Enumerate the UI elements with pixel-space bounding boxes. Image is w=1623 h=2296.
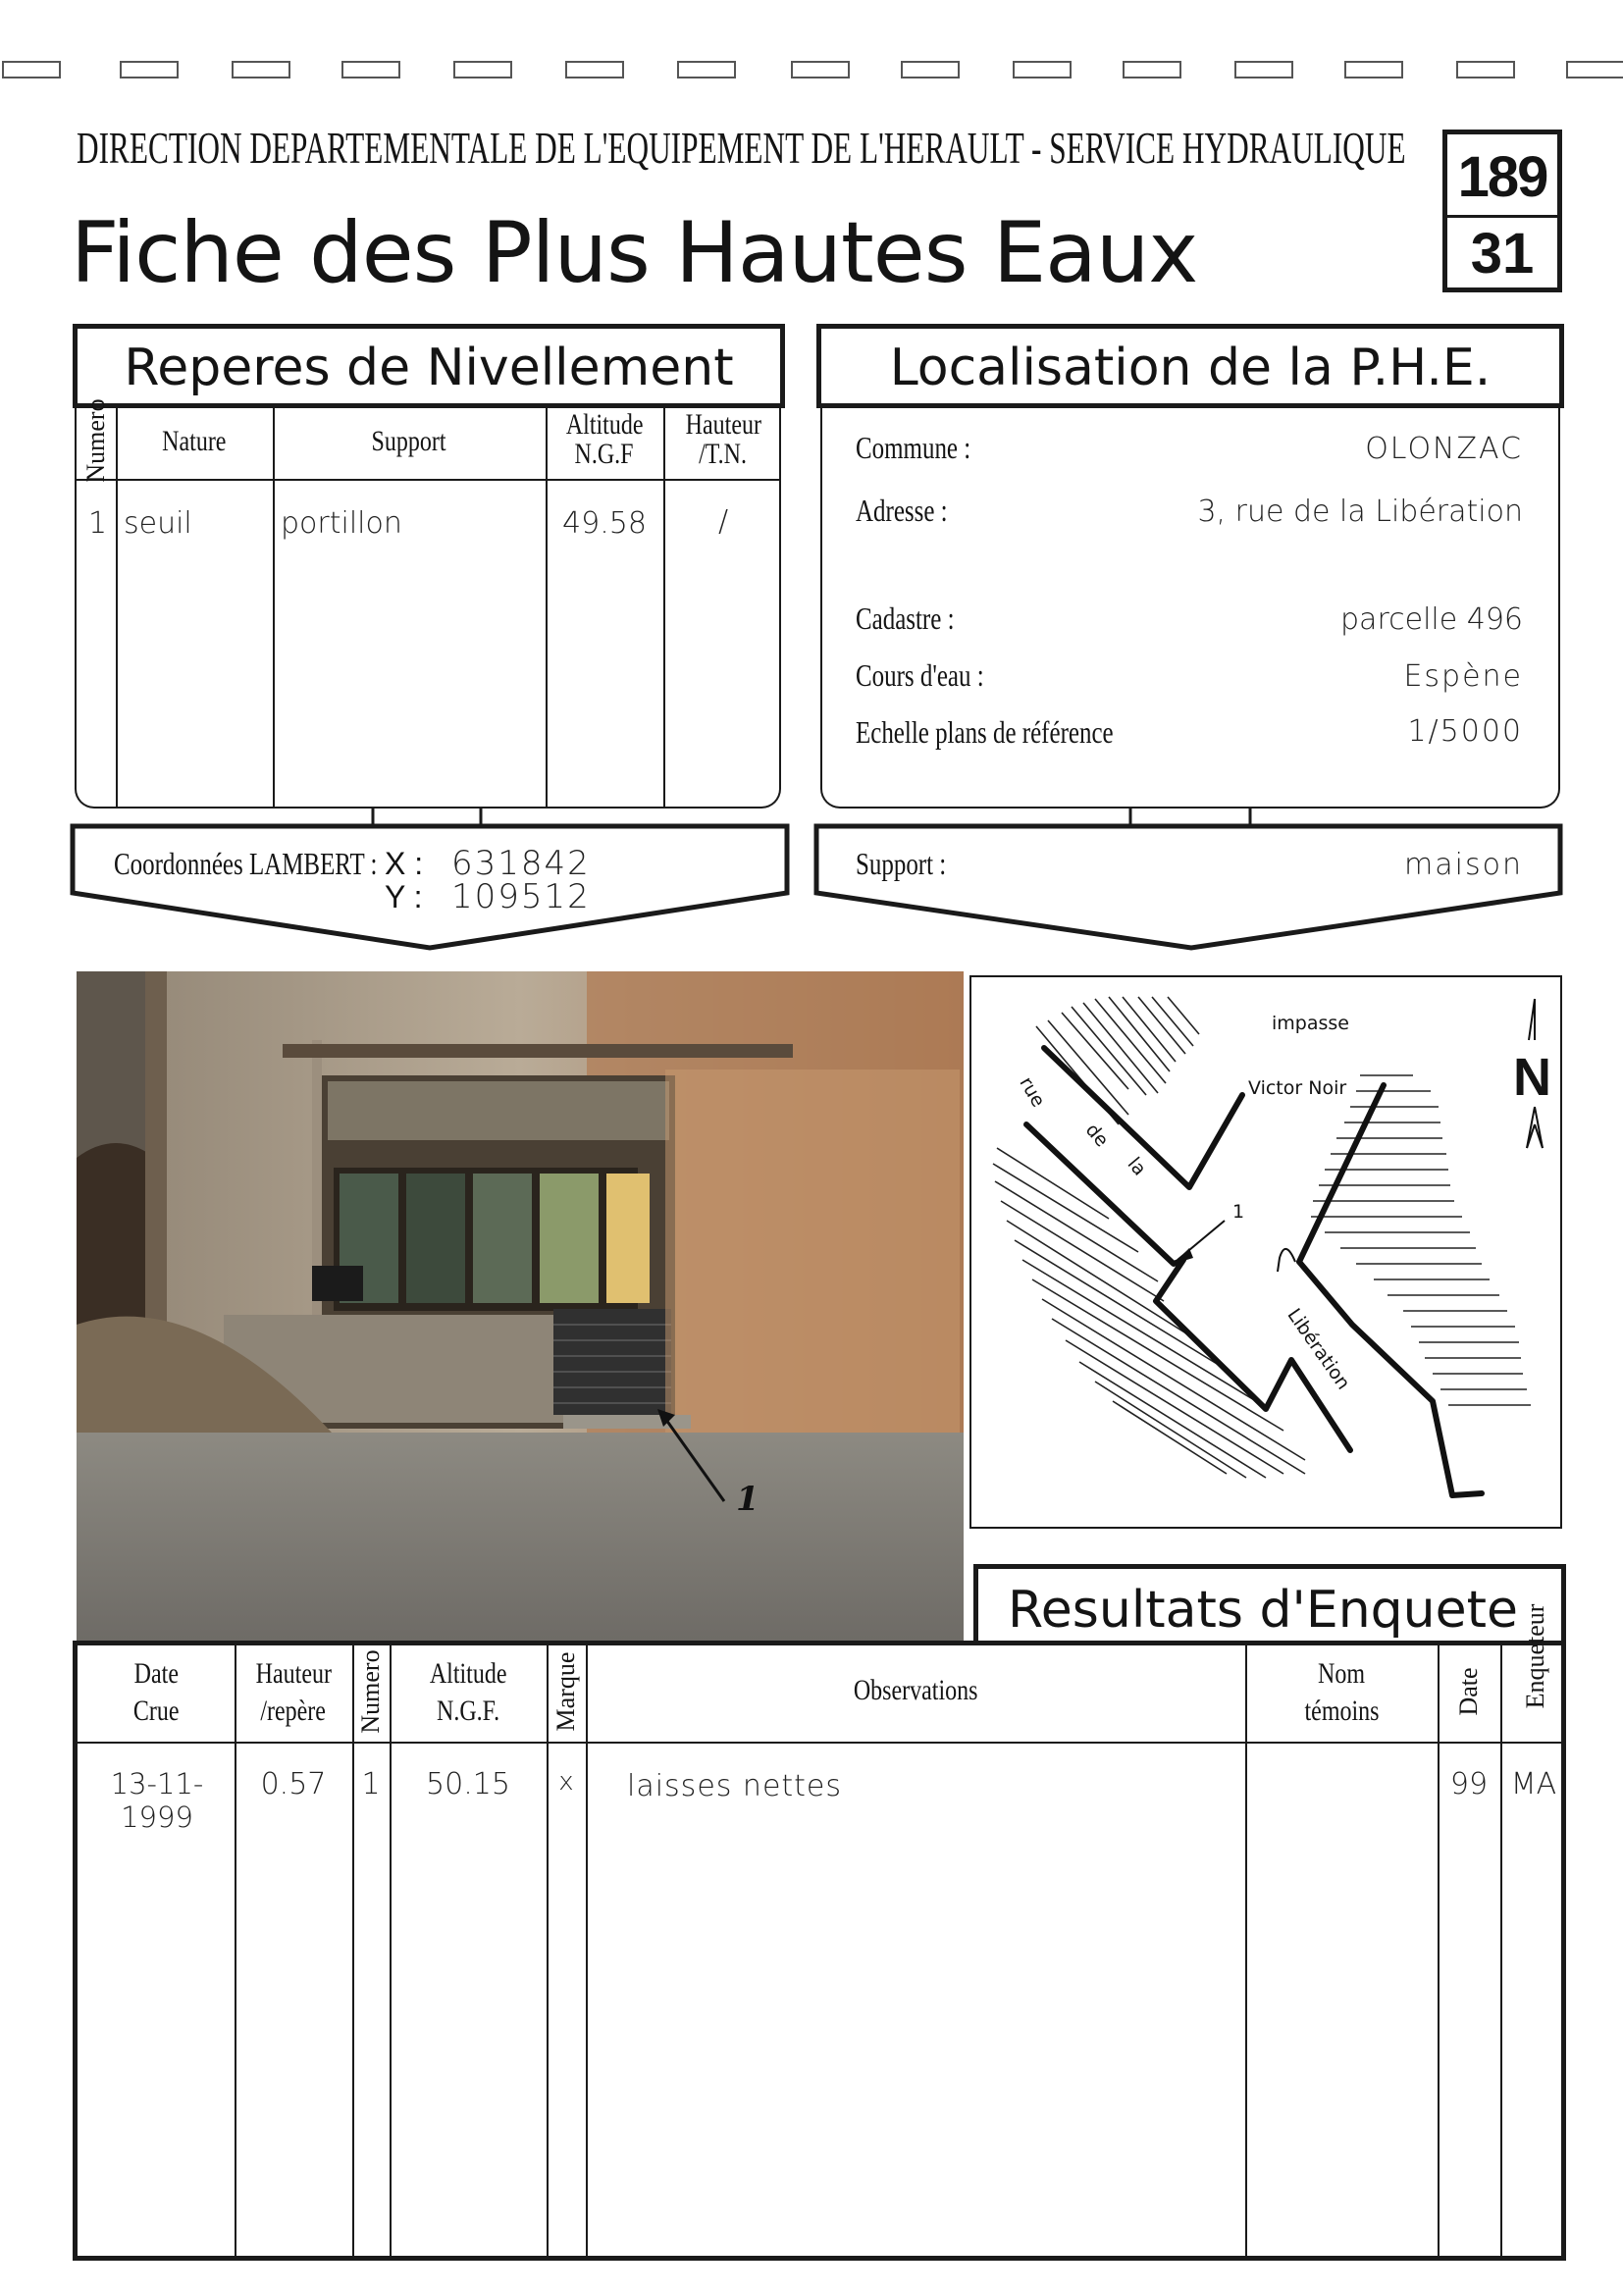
map-marker: 1: [1232, 1201, 1245, 1223]
echelle-label: Echelle plans de référence: [856, 714, 1114, 750]
echelle-value: 1/5000: [1407, 714, 1523, 749]
col-enqueteur: Enqueteur: [1521, 1603, 1549, 1709]
resultats-title-box: [973, 1564, 1566, 1644]
fiche-code-box: [1442, 130, 1562, 292]
photo-marker: 1: [736, 1480, 759, 1519]
localisation-title-box: [816, 324, 1564, 408]
support-label: Support :: [856, 846, 947, 881]
photo-illustration: [77, 971, 964, 1641]
resultat-date-crue: 13-11-1999: [110, 1767, 204, 1834]
coords-x-value: 631842: [451, 844, 591, 883]
reperes-title-box: [73, 324, 785, 408]
col-nature: Nature: [162, 425, 227, 457]
map-label-rue: rue: [1015, 1072, 1050, 1112]
coords-label: Coordonnées LAMBERT :: [114, 846, 378, 881]
code-top: 189: [1457, 145, 1547, 209]
col-numero: Numero: [81, 398, 110, 483]
support-value: maison: [1404, 848, 1523, 882]
col-date-crue: Date Crue: [132, 1657, 180, 1727]
resultat-observations: laisses nettes: [627, 1769, 843, 1803]
direction-text: DIRECTION DEPARTEMENTALE DE L'EQUIPEMENT DE L'HERAULT - SERVICE HYDRAULIQUE: [77, 123, 1406, 173]
adresse-value: 3, rue de la Libération: [1197, 495, 1523, 529]
resultat-date: 99: [1449, 1767, 1489, 1801]
col-support: Support: [371, 425, 446, 457]
north-icon: N: [1513, 1048, 1551, 1107]
map-label-de: de: [1080, 1119, 1113, 1152]
localisation-title: Localisation de la P.H.E.: [889, 339, 1492, 397]
map-label-victor-noir: Victor Noir: [1248, 1077, 1347, 1099]
col-hauteur-repere: Hauteur /repère: [255, 1657, 332, 1727]
map-label-liberation: Libération: [1283, 1304, 1355, 1394]
site-photo: [77, 971, 964, 1641]
col-altitude-ngf: Altitude N.G.F.: [429, 1657, 507, 1727]
col-date: Date: [1454, 1667, 1483, 1716]
map-label-impasse: impasse: [1272, 1013, 1349, 1034]
resultat-altitude: 50.15: [426, 1767, 510, 1801]
col-observations: Observations: [853, 1674, 978, 1706]
cours-eau-label: Cours d'eau :: [856, 657, 984, 693]
col-hauteur: Hauteur /T.N.: [685, 408, 761, 470]
col-altitude: Altitude N.G.F: [565, 408, 644, 470]
coords-x-label: X :: [385, 846, 424, 881]
resultats-title: Resultats d'Enquete: [1008, 1581, 1518, 1640]
commune-label: Commune :: [856, 430, 971, 465]
cadastre-value: parcelle 496: [1340, 602, 1523, 637]
repere-altitude: 49.58: [562, 506, 647, 541]
direction-header: [77, 122, 1431, 177]
coords-y-value: 109512: [451, 877, 591, 916]
resultat-hauteur: 0.57: [260, 1767, 327, 1801]
resultat-numero: 1: [361, 1767, 381, 1801]
cadastre-label: Cadastre :: [856, 600, 955, 636]
page-title: Fiche des Plus Hautes Eaux: [71, 204, 1198, 302]
code-bottom: 31: [1470, 222, 1535, 286]
repere-nature: seuil: [124, 506, 192, 541]
repere-hauteur: /: [717, 504, 729, 539]
col-marque: Marque: [551, 1651, 580, 1732]
col-nom-temoins: Nom témoins: [1304, 1657, 1379, 1727]
repere-numero: 1: [88, 506, 108, 541]
reperes-table: [75, 398, 781, 809]
map-label-la: la: [1123, 1153, 1151, 1180]
adresse-label: Adresse :: [856, 493, 948, 528]
resultat-marque: x: [558, 1767, 574, 1797]
commune-value: OLONZAC: [1365, 432, 1523, 466]
reperes-title: Reperes de Nivellement: [124, 339, 734, 397]
localisation-panel: [820, 406, 1560, 809]
col-numero-resultat: Numero: [356, 1649, 385, 1734]
cours-eau-value: Espène: [1403, 659, 1523, 694]
resultat-enqueteur: MA: [1510, 1767, 1557, 1801]
repere-support: portillon: [281, 506, 402, 541]
coords-y-label: Y :: [385, 879, 423, 914]
map-drawing: [971, 977, 1560, 1527]
location-map: [969, 975, 1562, 1529]
